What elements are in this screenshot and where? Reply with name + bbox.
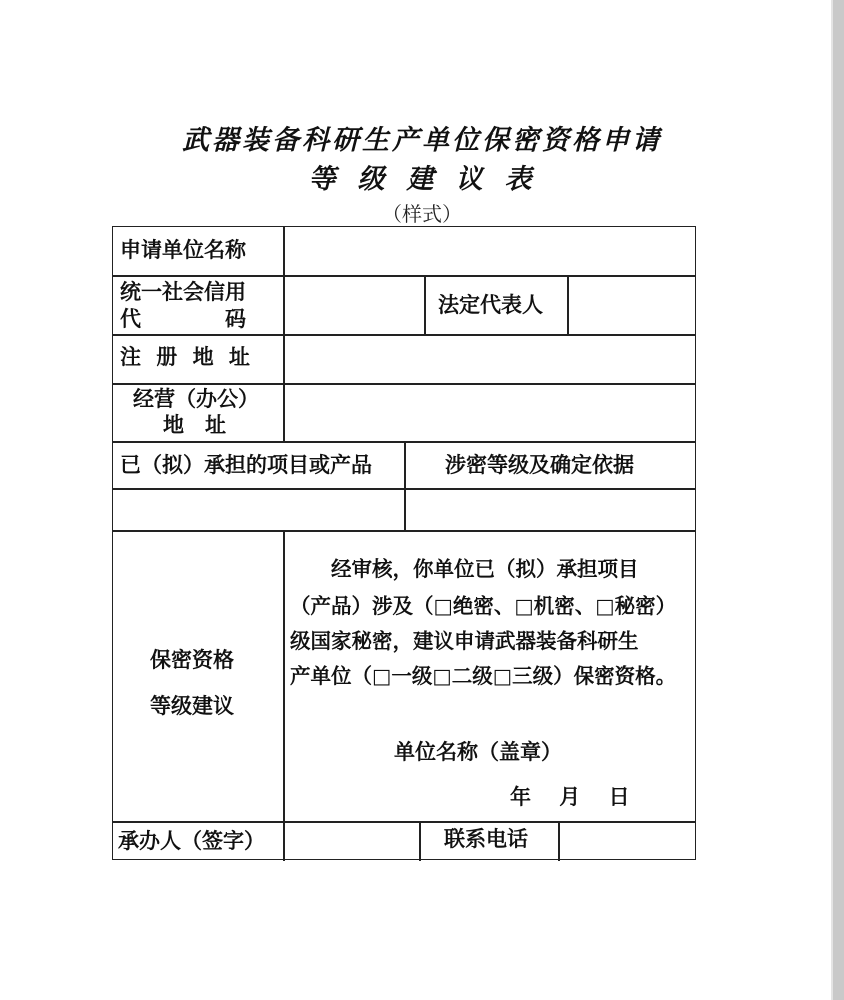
document-subtitle: （样式） — [382, 202, 462, 226]
contact-phone-label: 联系电话 — [444, 827, 528, 851]
credit-code-field[interactable] — [285, 277, 422, 332]
seal-label: 单位名称（盖章） — [394, 740, 562, 764]
applicant-name-field[interactable] — [285, 229, 693, 273]
registered-address-label: 注 册 地 址 — [120, 345, 250, 369]
column-divider — [424, 276, 426, 335]
date-label: 年 月 日 — [510, 785, 630, 809]
document-title-line2: 等级建议表 — [308, 164, 554, 195]
registered-address-field[interactable] — [285, 336, 693, 381]
handler-signature-label: 承办人（签字） — [118, 829, 265, 853]
contact-phone-field[interactable] — [560, 823, 693, 858]
credit-code-label: 统一社会信用 — [120, 280, 246, 304]
recommendation-text-line: 产单位（□一级□二级□三级）保密资格。 — [290, 664, 677, 688]
recommendation-text-line: （产品）涉及（□绝密、□机密、□秘密） — [290, 594, 677, 618]
document-title: 武器装备科研生产单位保密资格申请 — [182, 125, 662, 156]
office-address-field[interactable] — [285, 385, 693, 439]
recommendation-label-line2: 等级建议 — [150, 694, 234, 718]
projects-field[interactable] — [115, 490, 402, 528]
classification-header: 涉密等级及确定依据 — [445, 453, 634, 477]
column-divider — [283, 531, 285, 861]
projects-header: 已（拟）承担的项目或产品 — [120, 453, 372, 477]
handler-signature-field[interactable] — [285, 823, 418, 858]
recommendation-label: 保密资格 — [150, 648, 234, 672]
legal-representative-field[interactable] — [569, 277, 693, 332]
recommendation-text-line: 级国家秘密，建议申请武器装备科研生 — [290, 629, 639, 653]
credit-code-label-line2: 代 码 — [120, 307, 246, 331]
classification-field[interactable] — [407, 490, 693, 528]
recommendation-text-line: 经审核，你单位已（拟）承担项目 — [290, 557, 639, 581]
column-divider — [419, 822, 421, 861]
office-address-label-line2: 地 址 — [163, 413, 226, 437]
applicant-name-label: 申请单位名称 — [120, 238, 246, 262]
office-address-label: 经营（办公） — [133, 387, 259, 411]
legal-representative-label: 法定代表人 — [438, 293, 543, 317]
column-divider — [404, 442, 406, 531]
